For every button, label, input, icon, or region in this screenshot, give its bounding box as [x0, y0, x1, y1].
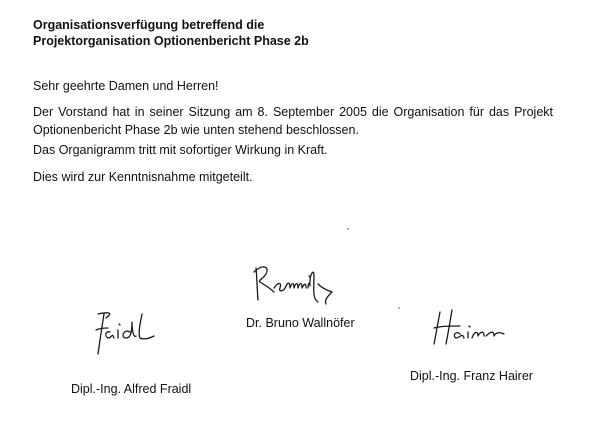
handwritten-signature-wallnoefer	[248, 258, 348, 308]
signatory-name-center: Dr. Bruno Wallnöfer	[246, 316, 355, 330]
scan-speck	[347, 228, 349, 230]
greeting: Sehr geehrte Damen und Herren!	[33, 79, 219, 93]
paragraph-decision: Der Vorstand hat in seiner Sitzung am 8. September 2005 die Organisation für das Projekt Optionenbericht Phase 2b wie unten stehend beschlossen.	[33, 105, 553, 137]
title-line-1: Organisationsverfügung betreffend die	[33, 18, 265, 32]
handwritten-signature-fraidl	[88, 308, 168, 358]
title-line-2: Projektorganisation Optionenbericht Phase 2b	[33, 34, 309, 48]
scan-speck	[398, 307, 400, 309]
signatory-name-right: Dipl.-Ing. Franz Hairer	[410, 369, 533, 383]
paragraph-notice: Dies wird zur Kenntnisnahme mitgeteilt.	[33, 170, 253, 184]
handwritten-signature-hairer	[430, 306, 520, 351]
document-title	[33, 17, 309, 49]
paragraph-effective: Das Organigramm tritt mit sofortiger Wirkung in Kraft.	[33, 143, 328, 157]
signatory-name-left: Dipl.-Ing. Alfred Fraidl	[71, 382, 192, 396]
